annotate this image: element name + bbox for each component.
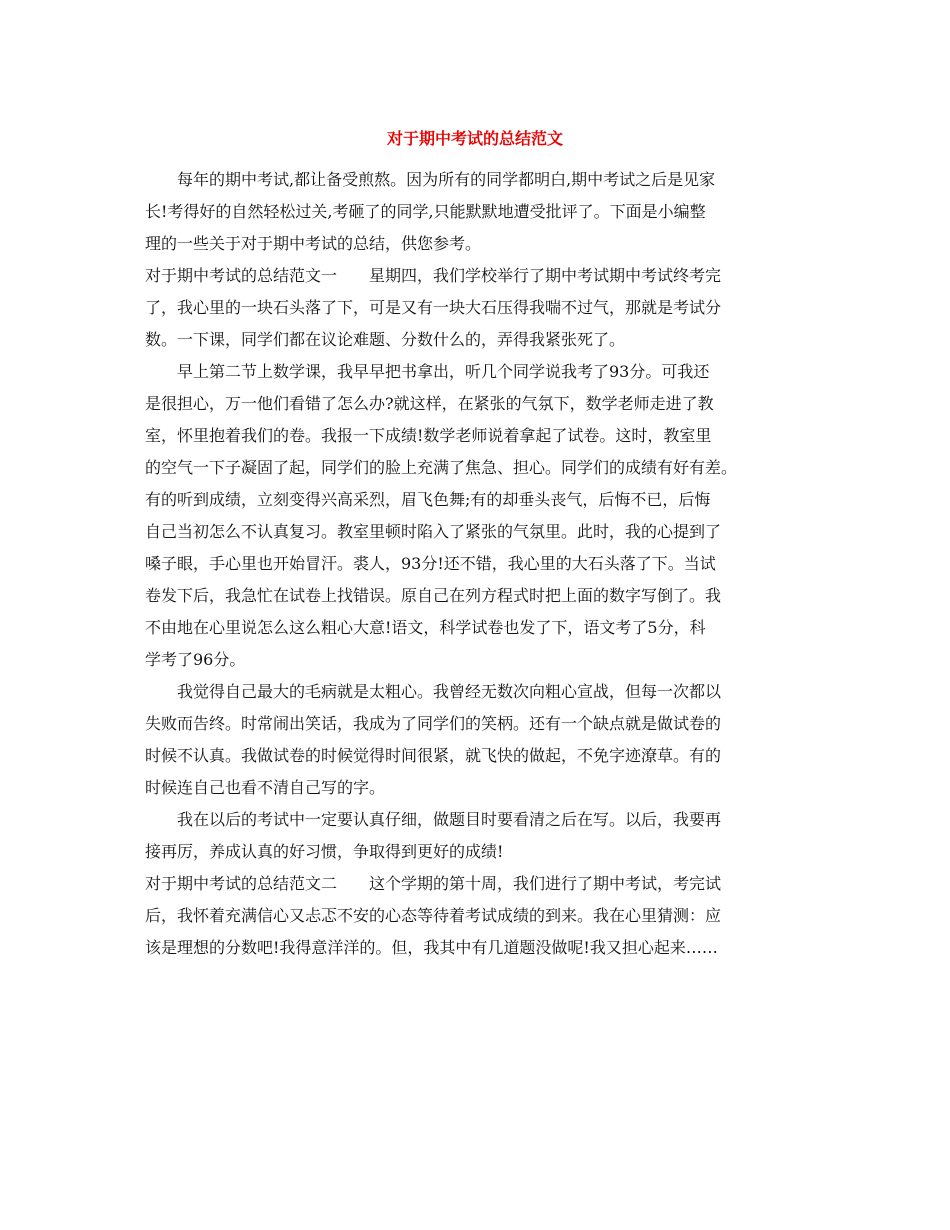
text-line: 卷发下后，我急忙在试卷上找错误。原自己在列方程式时把上面的数字写倒了。我 (145, 586, 722, 605)
document-title: 对于期中考试的总结范文 (386, 129, 563, 148)
text-line: 时候连自己也看不清自己写的字。 (145, 778, 386, 797)
text-line: 的空气一下子凝固了起，同学们的脸上充满了焦急、担心。同学们的成绩有好有差。 (145, 458, 738, 477)
text-line: 有的听到成绩，立刻变得兴高采烈，眉飞色舞;有的却垂头丧气，后悔不已，后悔 (145, 490, 711, 509)
text-line: 自己当初怎么不认真复习。教室里顿时陷入了紧张的气氛里。此时，我的心提到了 (145, 522, 722, 541)
text-line: 了，我心里的一块石头落了下，可是又有一块大石压得我喘不过气，那就是考试分 (145, 298, 722, 317)
text-line: 不由地在心里说怎么这么粗心大意!语文，科学试卷也发了下，语文考了5分，科 (145, 618, 706, 637)
text-line: 数。一下课，同学们都在议论难题、分数什么的，弄得我紧张死了。 (145, 330, 626, 349)
text-line: 我在以后的考试中一定要认真仔细，做题目时要看清之后在写。以后，我要再 (177, 810, 722, 829)
text-line: 室，怀里抱着我们的卷。我报一下成绩!数学老师说着拿起了试卷。这时，教室里 (145, 426, 712, 445)
text-line: 时候不认真。我做试卷的时候觉得时间很紧，就飞快的做起，不免字迹潦草。有的 (145, 746, 722, 765)
text-line: 每年的期中考试,都让备受煎熬。因为所有的同学都明白,期中考试之后是见家 (177, 170, 716, 189)
text-line: 是很担心，万一他们看错了怎么办?就这样，在紧张的气氛下，数学老师走进了教 (145, 394, 714, 413)
text-line: 长!考得好的自然轻松过关,考砸了的同学,只能默默地遭受批评了。下面是小编整 (145, 202, 706, 221)
text-line: 失败而告终。时常闹出笑话，我成为了同学们的笑柄。还有一个缺点就是做试卷的 (145, 714, 722, 733)
text-line: 后，我怀着充满信心又忐忑不安的心态等待着考试成绩的到来。我在心里猜测：应 (145, 906, 722, 925)
text-line: 我觉得自己最大的毛病就是太粗心。我曾经无数次向粗心宣战，但每一次都以 (177, 682, 722, 701)
text-line: 嗓子眼，手心里也开始冒汗。裘人，93分!还不错，我心里的大石头落了下。当试 (145, 554, 716, 573)
text-line: 该是理想的分数吧!我得意洋洋的。但，我其中有几道题没做呢!我又担心起来…… (145, 938, 718, 957)
text-line: 对于期中考试的总结范文一 星期四，我们学校举行了期中考试期中考试终考完 (145, 266, 722, 285)
text-line: 早上第二节上数学课，我早早把书拿出，听几个同学说我考了93分。可我还 (177, 362, 710, 381)
text-line: 学考了96分。 (145, 650, 246, 669)
document-body (145, 164, 825, 964)
text-line: 理的一些关于对于期中考试的总结，供您参考。 (145, 234, 482, 253)
text-line: 对于期中考试的总结范文二 这个学期的第十周，我们进行了期中考试，考完试 (145, 874, 722, 893)
text-line: 接再厉，养成认真的好习惯，争取得到更好的成绩! (145, 842, 504, 861)
